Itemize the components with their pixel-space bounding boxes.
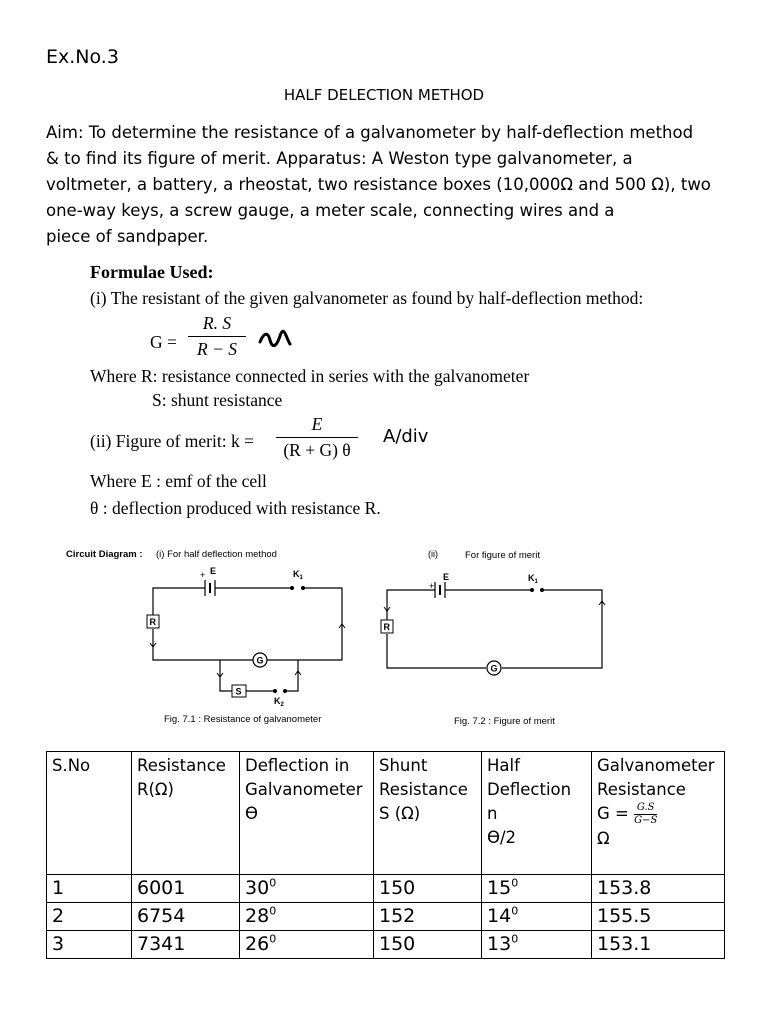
cell-sno: 1 <box>47 875 132 903</box>
table-row <box>47 875 725 903</box>
header-deflection: Deflection in Galvanometer ϴ <box>240 752 374 875</box>
current-arrow <box>295 671 301 680</box>
circuit-part-2-number: (ii) <box>428 549 438 559</box>
label-k1: $K_1$ <box>528 573 538 585</box>
aim-line: one-way keys, a screw gauge, a meter scale, connecting wires and a <box>46 201 615 220</box>
cell-deflection: $26^0$ <box>240 931 374 959</box>
page-title: HALF DELECTION METHOD <box>283 86 485 104</box>
label-k2: $K_2$ <box>274 696 284 708</box>
aim-line: piece of sandpaper. <box>46 227 209 246</box>
cell-half-deflection: $13^0$ <box>482 931 592 959</box>
key-contact <box>530 588 534 592</box>
label-s: S <box>235 686 242 697</box>
header-galvanometer-resistance: Galvanometer Resistance G = $\frac{G.S}{G-S}$ Ω <box>592 752 725 875</box>
wire <box>153 629 260 660</box>
aim-paragraph <box>46 120 736 250</box>
formula-g-numerator: R. S <box>188 313 246 337</box>
formula-k-fraction <box>276 414 358 461</box>
formula-g-fraction <box>188 313 246 360</box>
formula-g-lhs: G = <box>150 332 177 352</box>
label-g: G <box>256 655 264 666</box>
cell-deflection: $30^0$ <box>240 875 374 903</box>
current-arrow <box>339 624 345 632</box>
formula-k-numerator: E <box>276 414 358 438</box>
label-r: R <box>383 622 390 632</box>
formula-2-description: (ii) Figure of merit: k = <box>90 431 254 451</box>
cell-shunt: 150 <box>374 931 482 959</box>
cell-resistance: 6001 <box>132 875 240 903</box>
cell-galvanometer-resistance: 153.8 <box>592 875 725 903</box>
fig-7-2-caption: Fig. 7.2 : Figure of merit <box>454 716 555 727</box>
cell-resistance: 7341 <box>132 931 240 959</box>
battery-plus: + <box>429 581 435 591</box>
current-arrow <box>599 601 605 610</box>
wire <box>502 590 602 668</box>
table-row <box>47 903 725 931</box>
squiggle-mark <box>258 328 292 350</box>
exercise-number: Ex.No.3 <box>46 46 119 68</box>
aim-line: Aim: To determine the resistance of a galvanometer by half-deflection method <box>46 123 694 142</box>
current-arrow <box>150 638 156 647</box>
key-contact <box>540 588 544 592</box>
battery-plus: + <box>200 570 206 580</box>
table-header-row <box>47 752 725 875</box>
circuit-label: Circuit Diagram : <box>66 549 143 560</box>
cell-deflection: $28^0$ <box>240 903 374 931</box>
where-r-text: Where R: resistance connected in series with the galvanometer <box>90 366 530 386</box>
wire <box>387 590 435 620</box>
header-resistance: Resistance R(Ω) <box>132 752 240 875</box>
cell-resistance: 6754 <box>132 903 240 931</box>
formulae-heading: Formulae Used: <box>90 262 214 282</box>
circuit-fig-2 <box>381 572 605 675</box>
cell-shunt: 152 <box>374 903 482 931</box>
circuit-svg <box>60 540 620 730</box>
circuit-part-2: For figure of merit <box>465 550 540 561</box>
cell-half-deflection: $15^0$ <box>482 875 592 903</box>
label-r: R <box>149 617 156 627</box>
mini-fraction: $\frac{G.S}{G-S}$ <box>634 802 658 826</box>
circuit-part-1: (i) For half deflection method <box>156 549 277 560</box>
key-contact <box>273 689 277 693</box>
label-k1: $K_1$ <box>293 569 303 581</box>
current-arrow <box>217 668 223 677</box>
wire <box>300 588 342 660</box>
wire <box>387 634 486 668</box>
formula-k-unit: A/div <box>383 426 429 447</box>
cell-galvanometer-resistance: 153.1 <box>592 931 725 959</box>
wire <box>153 588 205 615</box>
label-e: E <box>210 566 217 576</box>
key-contact <box>301 586 305 590</box>
formula-k-denominator: (R + G) θ <box>283 440 351 460</box>
aim-line: voltmeter, a battery, a rheostat, two resistance boxes (10,000Ω and 500 Ω), two <box>46 175 711 194</box>
label-e: E <box>443 572 450 582</box>
cell-sno: 2 <box>47 903 132 931</box>
table-row <box>47 931 725 959</box>
circuit-fig-1 <box>147 566 345 708</box>
wire <box>220 660 232 691</box>
cell-sno: 3 <box>47 931 132 959</box>
label-g: G <box>490 663 498 674</box>
observation-table <box>46 751 725 959</box>
formula-g-denominator: R − S <box>197 339 237 359</box>
where-e-text: Where E : emf of the cell <box>90 471 267 491</box>
header-half-deflection: Half Deflection n ϴ/2 <box>482 752 592 875</box>
cell-shunt: 150 <box>374 875 482 903</box>
where-theta-text: θ : deflection produced with resistance R. <box>90 498 381 518</box>
header-sno: S.No <box>47 752 132 875</box>
aim-line: & to find its figure of merit. Apparatus: A Weston type galvanometer, a <box>46 149 633 168</box>
where-s-text: S: shunt resistance <box>152 390 283 410</box>
current-arrow <box>384 602 390 611</box>
fig-7-1-caption: Fig. 7.1 : Resistance of galvanometer <box>164 714 322 725</box>
key-contact <box>290 586 294 590</box>
formula-1-description: (i) The resistant of the given galvanometer as found by half-deflection method: <box>90 288 644 308</box>
cell-galvanometer-resistance: 155.5 <box>592 903 725 931</box>
wire <box>285 660 298 691</box>
key-contact <box>283 689 287 693</box>
header-shunt: Shunt Resistance S (Ω) <box>374 752 482 875</box>
cell-half-deflection: $14^0$ <box>482 903 592 931</box>
